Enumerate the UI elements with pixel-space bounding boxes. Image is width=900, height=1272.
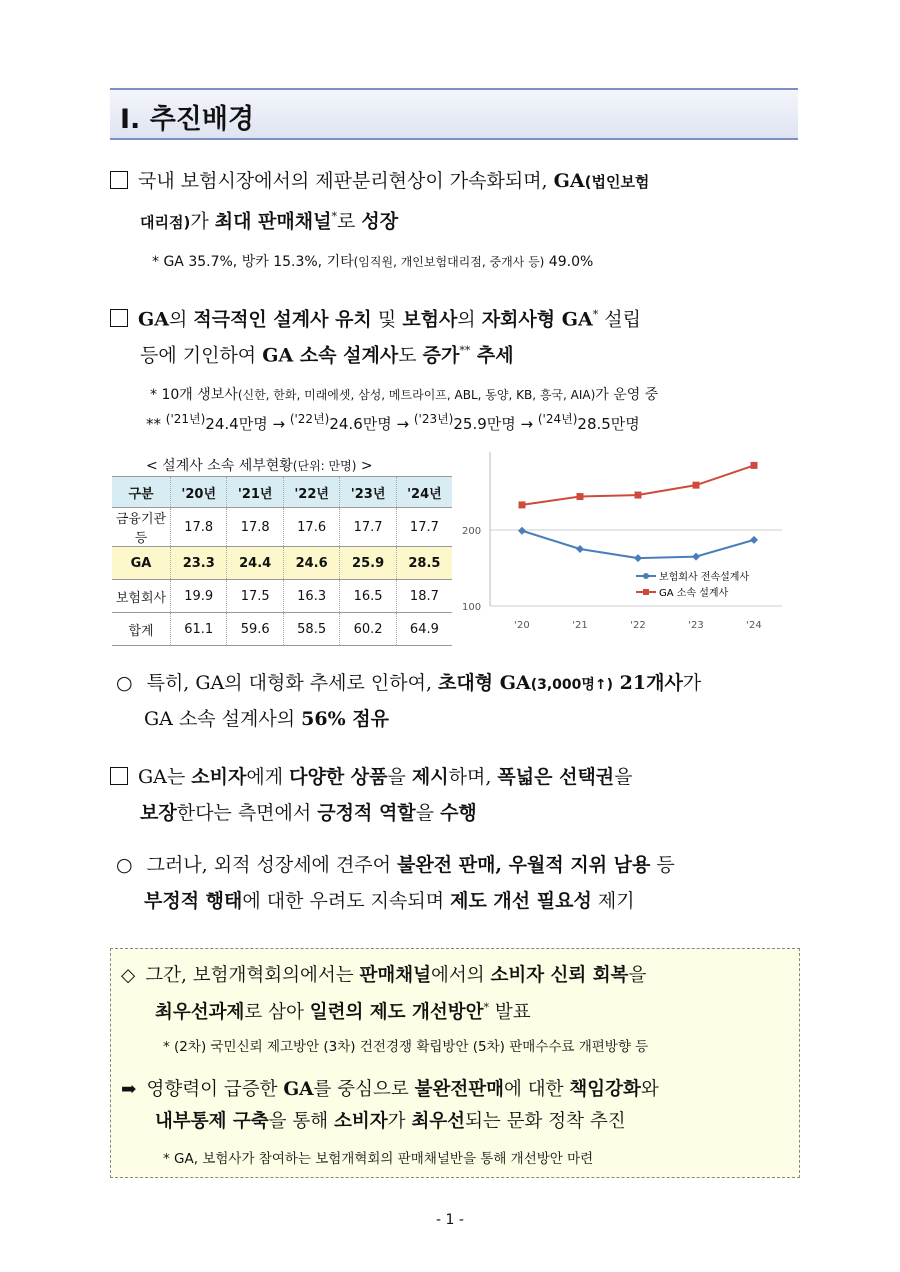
data-point [576, 545, 584, 553]
table-cell: 19.9 [171, 580, 227, 613]
p2-line2: 등에 기인하여 GA 소속 설계사도 증가** 추세 [140, 344, 514, 367]
summary-box [110, 948, 800, 1178]
table-cell: 17.6 [283, 508, 339, 547]
staff-trend-chart [460, 452, 790, 642]
table-header: '24년 [396, 477, 452, 508]
data-point [750, 536, 758, 544]
table-cell: 16.5 [340, 580, 396, 613]
table-cell: 합계 [112, 613, 171, 646]
staff-table [112, 476, 452, 646]
table-cell: 17.7 [396, 508, 452, 547]
table-cell: 16.3 [283, 580, 339, 613]
checkbox-square-icon [110, 171, 128, 189]
data-point [751, 462, 758, 469]
table-header: 구분 [112, 477, 171, 508]
table-cell: 23.3 [171, 547, 227, 580]
data-point [635, 492, 642, 499]
page-number: - 1 - [436, 1212, 464, 1228]
p2-note1: * 10개 생보사(신한, 한화, 미래에셋, 삼성, 메트라이프, ABL, 동양, KB, 흥국, AIA)가 운영 중 [150, 387, 659, 403]
checkbox-square-icon [110, 767, 128, 785]
section-title: Ⅰ. 추진배경 [120, 104, 255, 135]
table-cell: 24.4 [227, 547, 283, 580]
data-point [634, 554, 642, 562]
x-tick-label: '21 [572, 620, 588, 631]
data-point [519, 501, 526, 508]
table-header: '23년 [340, 477, 396, 508]
table-cell: 28.5 [396, 547, 452, 580]
series-line-0 [522, 531, 754, 558]
circle-bullet-icon: ○ [116, 672, 133, 694]
table-row [112, 547, 452, 580]
table-row [112, 580, 452, 613]
arrow-right-icon: ➡ [121, 1079, 137, 1100]
checkbox-square-icon [110, 309, 128, 327]
table-cell: 17.5 [227, 580, 283, 613]
table-cell: 61.1 [171, 613, 227, 646]
series-line-1 [522, 465, 754, 505]
table-cell: 64.9 [396, 613, 452, 646]
p1-line2: 대리점)가 최대 판매채널*로 성장 [140, 210, 399, 233]
legend-label-ga: GA 소속 설계사 [659, 588, 729, 599]
chart-x-ticks [514, 620, 761, 631]
diamond-bullet-icon: ◇ [121, 965, 136, 986]
table-caption: < 설계사 소속 세부현황(단위: 만명) > [146, 458, 373, 474]
p5-line1: ○ 그러나, 외적 성장세에 견주어 불완전 판매, 우월적 지위 남용 등 [116, 854, 675, 876]
summary-line1: ◇ 그간, 보험개혁회의에서는 판매채널에서의 소비자 신뢰 회복을 [121, 965, 647, 986]
p2-line1: GA의 적극적인 설계사 유치 및 보험사의 자회사형 GA* 설립 [110, 296, 641, 338]
data-point [692, 553, 700, 561]
p3-line1: ○ 특히, GA의 대형화 추세로 인하여, 초대형 GA(3,000명↑) 21개사가 [116, 672, 702, 694]
legend-marker-ga [643, 589, 649, 595]
table-cell: 금융기관 등 [112, 508, 171, 547]
p3-line2: GA 소속 설계사의 56% 점유 [144, 708, 389, 730]
table-row [112, 613, 452, 646]
table-cell: 60.2 [340, 613, 396, 646]
x-tick-label: '20 [514, 620, 530, 631]
data-point [577, 493, 584, 500]
p5-line2: 부정적 행태에 대한 우려도 지속되며 제도 개선 필요성 제기 [144, 890, 635, 912]
table-cell: GA [112, 547, 171, 580]
data-point [518, 527, 526, 535]
summary-line3: ➡ 영향력이 급증한 GA를 중심으로 불완전판매에 대한 책임강화와 [121, 1079, 659, 1100]
legend-marker-insurer [643, 573, 649, 579]
circle-bullet-icon: ○ [116, 854, 133, 876]
summary-line2: 최우선과제로 삼아 일련의 제도 개선방안* 발표 [155, 1001, 531, 1024]
table-row [112, 508, 452, 547]
p4-line1: GA는 소비자에게 다양한 상품을 제시하며, 폭넓은 선택권을 [110, 758, 633, 796]
p4-line2: 보장한다는 측면에서 긍정적 역할을 수행 [140, 802, 477, 824]
summary-note1: * (2차) 국민신뢰 제고방안 (3차) 건전경쟁 확립방안 (5차) 판매수수료 개편방향 등 [163, 1039, 649, 1055]
table-cell: 17.8 [171, 508, 227, 547]
p2-note2: ** $^{('21년)}$24.4만명 → $^{('22년)}$24.6만명 → $^{('23년)}$25.9만명 → $^{('24년)}$28.5만명 [146, 412, 640, 433]
table-header: '22년 [283, 477, 339, 508]
summary-note2: * GA, 보험사가 참여하는 보험개혁회의 판매채널반을 통해 개선방안 마련 [163, 1151, 594, 1167]
chart-legend [636, 570, 749, 599]
table-cell: 17.8 [227, 508, 283, 547]
table-header: '21년 [227, 477, 283, 508]
table-header: '20년 [171, 477, 227, 508]
p1-line1: 국내 보험시장에서의 제판분리현상이 가속화되며, GA(법인보험 [110, 162, 649, 201]
table-cell: 59.6 [227, 613, 283, 646]
x-tick-label: '22 [630, 620, 646, 631]
p1-note: * GA 35.7%, 방카 15.3%, 기타(임직원, 개인보험대리점, 중개사 등) 49.0% [152, 254, 594, 270]
chart-marks [518, 462, 758, 562]
table-cell: 25.9 [340, 547, 396, 580]
legend-label-insurer: 보험회사 전속설계사 [659, 572, 750, 583]
table-cell: 24.6 [283, 547, 339, 580]
table-header-row [112, 477, 452, 508]
summary-line4: 내부통제 구축을 통해 소비자가 최우선되는 문화 정착 추진 [155, 1111, 626, 1132]
y-tick-label: 100 [462, 602, 482, 613]
data-point [693, 482, 700, 489]
table-cell: 보험회사 [112, 580, 171, 613]
x-tick-label: '23 [688, 620, 704, 631]
table-cell: 17.7 [340, 508, 396, 547]
x-tick-label: '24 [746, 620, 762, 631]
table-cell: 58.5 [283, 613, 339, 646]
table-cell: 18.7 [396, 580, 452, 613]
y-tick-label: 200 [462, 526, 482, 537]
section-header [110, 88, 798, 140]
